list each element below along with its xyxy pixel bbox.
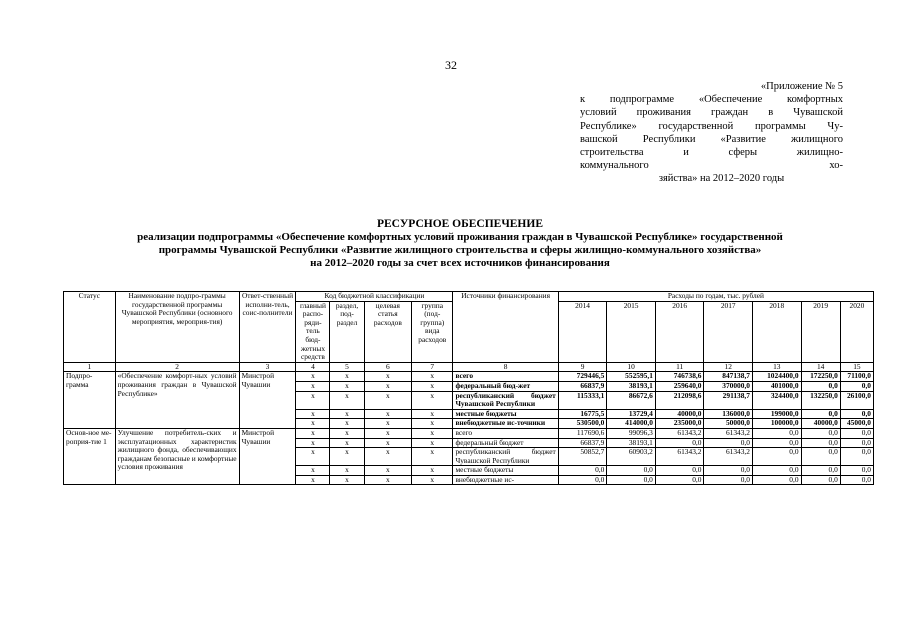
value-cell: 235000,0 [655, 419, 704, 429]
col-number: 9 [558, 362, 607, 372]
col-number: 5 [330, 362, 364, 372]
code-cell: х [296, 409, 330, 419]
value-cell: 746738,6 [655, 372, 704, 382]
code-cell: х [364, 409, 412, 419]
status-cell: Основ-ное ме-роприя-тие 1 [64, 428, 116, 485]
value-cell: 552595,1 [607, 372, 656, 382]
value-cell: 0,0 [840, 475, 873, 485]
value-cell: 61343,2 [655, 448, 704, 466]
col-number: 8 [453, 362, 558, 372]
header-row [64, 292, 874, 302]
status-cell: Подпро-грамма [64, 372, 116, 429]
value-cell: 99096,3 [607, 428, 656, 438]
col-header-source: Источники финансирования [453, 292, 558, 363]
value-cell: 291138,7 [704, 391, 753, 409]
code-cell: х [296, 438, 330, 448]
column-number-row [64, 362, 874, 372]
year-header: 2020 [840, 301, 873, 362]
value-cell: 0,0 [801, 466, 840, 476]
value-cell: 0,0 [704, 438, 753, 448]
value-cell: 0,0 [840, 448, 873, 466]
value-cell: 40000,0 [655, 409, 704, 419]
source-cell: всего [453, 372, 558, 382]
value-cell: 0,0 [704, 475, 753, 485]
value-cell: 0,0 [752, 466, 801, 476]
col-header-target: целевая статья расходов [364, 301, 412, 362]
value-cell: 66837,9 [558, 438, 607, 448]
value-cell: 45000,0 [840, 419, 873, 429]
value-cell: 1024400,0 [752, 372, 801, 382]
code-cell: х [296, 448, 330, 466]
col-header-kbk: Код бюджетной классификации [296, 292, 453, 302]
value-cell: 117690,6 [558, 428, 607, 438]
code-cell: х [412, 372, 453, 382]
code-cell: х [412, 438, 453, 448]
source-cell: внебюджетные ис- [453, 475, 558, 485]
col-number: 3 [239, 362, 296, 372]
code-cell: х [364, 475, 412, 485]
code-cell: х [364, 391, 412, 409]
appendix-line: Республике» государственной программы Чу- [580, 120, 843, 132]
value-cell: 414000,0 [607, 419, 656, 429]
code-cell: х [412, 381, 453, 391]
value-cell: 0,0 [801, 438, 840, 448]
value-cell: 100000,0 [752, 419, 801, 429]
code-cell: х [330, 381, 364, 391]
col-header-responsible: Ответ-ственный исполни-тель, соис-полнители [239, 292, 296, 363]
value-cell: 132250,0 [801, 391, 840, 409]
table-row [64, 372, 874, 382]
source-cell: республиканский бюджет Чувашской Республики [453, 391, 558, 409]
year-header: 2018 [752, 301, 801, 362]
value-cell: 0,0 [840, 466, 873, 476]
col-header-status: Статус [64, 292, 116, 363]
col-number: 2 [115, 362, 239, 372]
document-heading [60, 218, 860, 270]
col-number: 14 [801, 362, 840, 372]
code-cell: х [296, 372, 330, 382]
subprogram-block [64, 372, 874, 429]
value-cell: 530500,0 [558, 419, 607, 429]
code-cell: х [296, 381, 330, 391]
code-cell: х [330, 475, 364, 485]
heading-line: реализации подпрограммы «Обеспечение комфортных условий проживания граждан в Чувашской Республике» государственной [137, 231, 783, 243]
col-number: 10 [607, 362, 656, 372]
appendix-line: к подпрограмме «Обеспечение комфортных [580, 94, 843, 106]
responsible-cell: Минстрой Чувашии [239, 428, 296, 485]
code-cell: х [412, 466, 453, 476]
appendix-line: вашской Республики «Развитие жилищного [580, 133, 843, 145]
value-cell: 26100,0 [840, 391, 873, 409]
code-cell: х [296, 391, 330, 409]
value-cell: 61343,2 [655, 428, 704, 438]
appendix-line: зяйства» на 2012–2020 годы [658, 173, 785, 185]
value-cell: 38193,1 [607, 438, 656, 448]
heading-line: на 2012–2020 годы за счет всех источников финансирования [310, 257, 610, 269]
source-cell: внебюджетные ис-точники [453, 419, 558, 429]
value-cell: 0,0 [801, 475, 840, 485]
appendix-line: условий проживания граждан в Чувашской [580, 107, 843, 119]
col-header-expenses: Расходы по годам, тыс. рублей [558, 292, 873, 302]
value-cell: 50000,0 [704, 419, 753, 429]
code-cell: х [412, 475, 453, 485]
appendix-note [580, 80, 843, 186]
value-cell: 0,0 [558, 466, 607, 476]
year-header: 2014 [558, 301, 607, 362]
heading-title: РЕСУРСНОЕ ОБЕСПЕЧЕНИЕ [376, 218, 543, 230]
code-cell: х [412, 419, 453, 429]
source-cell: всего [453, 428, 558, 438]
col-number: 12 [704, 362, 753, 372]
value-cell: 0,0 [840, 409, 873, 419]
value-cell: 0,0 [801, 381, 840, 391]
page-number: 32 [445, 58, 457, 72]
col-header-grbs: главный распо-ряди-тель бюд-жетных средств [296, 301, 330, 362]
code-cell: х [364, 438, 412, 448]
value-cell: 0,0 [752, 428, 801, 438]
value-cell: 847138,7 [704, 372, 753, 382]
value-cell: 0,0 [607, 475, 656, 485]
value-cell: 60903,2 [607, 448, 656, 466]
value-cell: 115333,1 [558, 391, 607, 409]
table-row [64, 428, 874, 438]
source-cell: местные бюджеты [453, 466, 558, 476]
value-cell: 729446,5 [558, 372, 607, 382]
code-cell: х [364, 372, 412, 382]
year-header: 2017 [704, 301, 753, 362]
col-number: 7 [412, 362, 453, 372]
value-cell: 0,0 [558, 475, 607, 485]
value-cell: 0,0 [752, 438, 801, 448]
code-cell: х [412, 391, 453, 409]
value-cell: 0,0 [655, 438, 704, 448]
code-cell: х [330, 419, 364, 429]
col-number: 11 [655, 362, 704, 372]
value-cell: 0,0 [704, 466, 753, 476]
value-cell: 370000,0 [704, 381, 753, 391]
appendix-line: «Приложение № 5 [760, 81, 843, 92]
value-cell: 0,0 [655, 466, 704, 476]
code-cell: х [296, 466, 330, 476]
year-header: 2016 [655, 301, 704, 362]
code-cell: х [296, 419, 330, 429]
code-cell: х [330, 466, 364, 476]
appendix-line: коммунального хо- [580, 160, 843, 172]
code-cell: х [412, 409, 453, 419]
year-header: 2019 [801, 301, 840, 362]
year-header: 2015 [607, 301, 656, 362]
value-cell: 0,0 [801, 409, 840, 419]
value-cell: 66837,9 [558, 381, 607, 391]
col-number: 15 [840, 362, 873, 372]
code-cell: х [412, 428, 453, 438]
value-cell: 0,0 [655, 475, 704, 485]
col-header-name: Наименование подпро-граммы государственной программы Чувашской Республики (основного мероприятия, мероприя-тия) [115, 292, 239, 363]
value-cell: 0,0 [801, 428, 840, 438]
col-number: 13 [752, 362, 801, 372]
value-cell: 71100,0 [840, 372, 873, 382]
code-cell: х [364, 466, 412, 476]
value-cell: 401000,0 [752, 381, 801, 391]
source-cell: федеральный бюджет [453, 438, 558, 448]
code-cell: х [296, 475, 330, 485]
value-cell: 86672,6 [607, 391, 656, 409]
value-cell: 199000,0 [752, 409, 801, 419]
value-cell: 13729,4 [607, 409, 656, 419]
value-cell: 61343,2 [704, 448, 753, 466]
value-cell: 0,0 [607, 466, 656, 476]
main-activity-block [64, 428, 874, 485]
value-cell: 0,0 [840, 381, 873, 391]
value-cell: 136000,0 [704, 409, 753, 419]
name-cell: «Обеспечение комфорт-ных условий проживания граждан в Чувашской Республике» [115, 372, 239, 429]
col-number: 4 [296, 362, 330, 372]
code-cell: х [330, 409, 364, 419]
code-cell: х [330, 372, 364, 382]
source-cell: федеральный бюд-жет [453, 381, 558, 391]
appendix-line: строительства и сферы жилищно- [580, 147, 843, 159]
value-cell: 0,0 [752, 475, 801, 485]
value-cell: 259640,0 [655, 381, 704, 391]
code-cell: х [412, 448, 453, 466]
value-cell: 212098,6 [655, 391, 704, 409]
value-cell: 0,0 [801, 448, 840, 466]
code-cell: х [330, 428, 364, 438]
code-cell: х [330, 391, 364, 409]
value-cell: 38193,1 [607, 381, 656, 391]
value-cell: 40000,0 [801, 419, 840, 429]
code-cell: х [364, 419, 412, 429]
value-cell: 0,0 [840, 428, 873, 438]
col-header-razdel: раздел, под-раздел [330, 301, 364, 362]
responsible-cell: Минстрой Чувашии [239, 372, 296, 429]
code-cell: х [364, 448, 412, 466]
value-cell: 324400,0 [752, 391, 801, 409]
value-cell: 0,0 [840, 438, 873, 448]
resource-table [63, 291, 874, 485]
value-cell: 61343,2 [704, 428, 753, 438]
code-cell: х [330, 438, 364, 448]
value-cell: 172250,0 [801, 372, 840, 382]
source-cell: местные бюджеты [453, 409, 558, 419]
col-header-group: группа (под-группа) вида расходов [412, 301, 453, 362]
code-cell: х [330, 448, 364, 466]
col-number: 6 [364, 362, 412, 372]
value-cell: 16775,5 [558, 409, 607, 419]
code-cell: х [364, 381, 412, 391]
heading-line: программы Чувашской Республики «Развитие жилищного строительства и сферы жилищно-коммунального хозяйства» [158, 244, 762, 256]
value-cell: 50852,7 [558, 448, 607, 466]
code-cell: х [364, 428, 412, 438]
code-cell: х [296, 428, 330, 438]
source-cell: республиканский бюджет Чувашской Республики [453, 448, 558, 466]
col-number: 1 [64, 362, 116, 372]
name-cell: Улучшение потребитель-ских и эксплуатационных характеристик жилищного фонда, обеспечивающих гражданам безопасные и комфортные условия проживания [115, 428, 239, 485]
value-cell: 0,0 [752, 448, 801, 466]
